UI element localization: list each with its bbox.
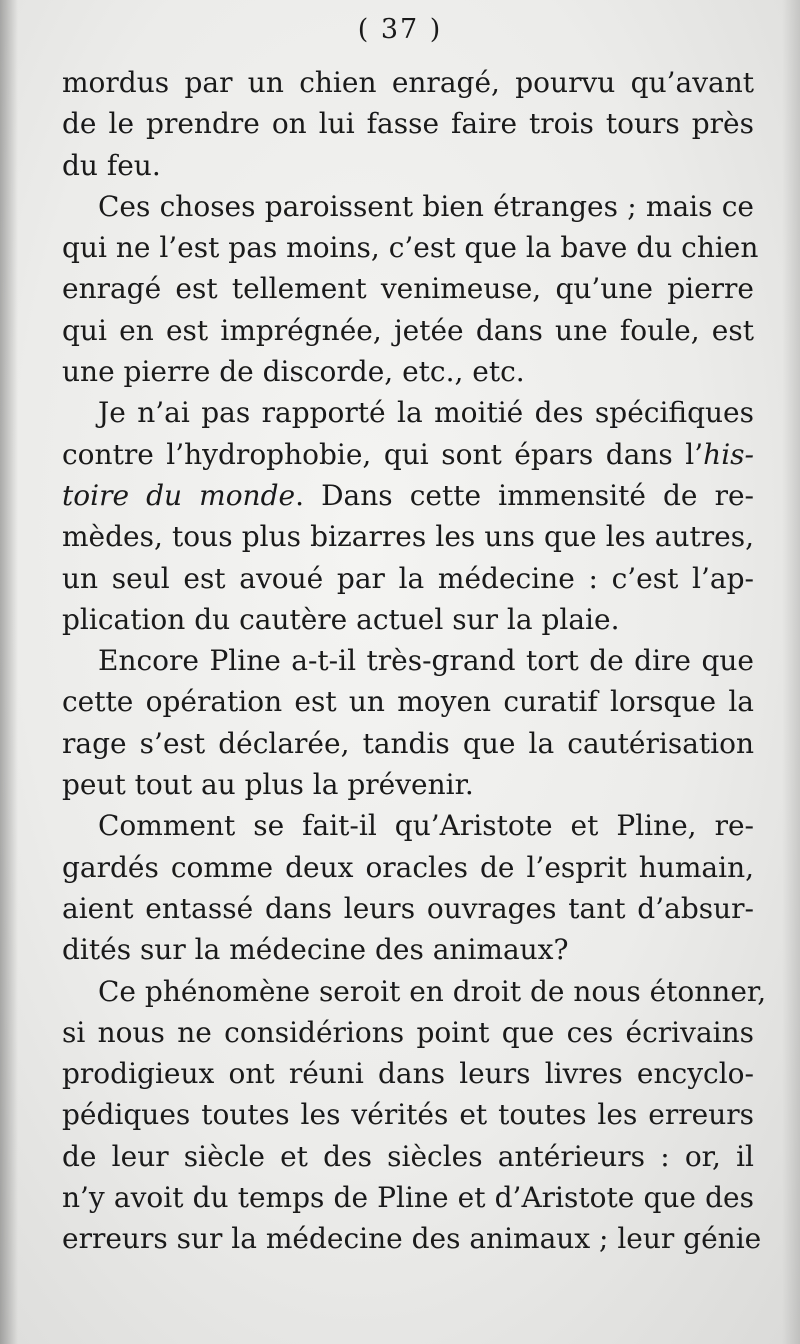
text-segment: contre l’hydrophobie, qui sont épars dans l’ [62,437,704,471]
text-segment: dités sur la médecine des animaux? [62,933,569,967]
text-line [62,599,754,640]
text-segment: de leur siècle et des siècles antérieurs : or, il [62,1139,754,1173]
text-line [62,516,754,557]
text-line [62,723,754,764]
text-line [62,1012,754,1053]
text-line [62,392,754,433]
text-segment: si nous ne considérions point que ces écrivains [62,1015,754,1049]
italic-text-segment: his- [703,437,754,471]
text-line [62,103,754,144]
text-line [62,847,754,888]
text-segment: pédiques toutes les vérités et toutes les erreurs [62,1098,754,1132]
text-segment: cette opération est un moyen curatif lorsque la [62,685,754,719]
text-segment: gardés comme deux oracles de l’esprit humain, [62,850,754,884]
text-line [62,310,754,351]
binding-shadow [0,0,18,1344]
text-line [62,227,759,268]
text-line [62,475,754,516]
text-segment: aient entassé dans leurs ouvrages tant d’absur- [62,891,754,925]
page-number: ( 37 ) [357,14,443,45]
text-segment: prodigieux ont réuni dans leurs livres encyclo- [62,1057,754,1091]
text-line [62,351,754,392]
text-segment: du feu. [62,148,161,182]
text-segment: qui ne l’est pas moins, c’est que la bave du chien [62,231,759,265]
text-line [62,640,754,681]
text-line [62,929,754,970]
text-segment: Ces choses paroissent bien étranges ; mais ce [98,189,754,223]
text-segment: un seul est avoué par la médecine : c’est l’ap- [62,561,754,595]
text-segment: Ce phénomène seroit en droit de nous étonner, [98,974,767,1008]
text-line [62,145,754,186]
italic-text-segment: toire du monde [62,478,296,512]
text-segment: n’y avoit du temps de Pline et d’Aristote que des [62,1181,754,1215]
text-line [62,805,754,846]
text-segment: plication du cautère actuel sur la plaie. [62,602,620,636]
text-segment: qui en est imprégnée, jetée dans une foule, est [62,313,754,347]
text-line [62,434,754,475]
text-line [62,1094,754,1135]
text-line [62,681,754,722]
text-segment: mèdes, tous plus bizarres les uns que les autres, [62,520,754,554]
text-line [62,764,754,805]
text-segment: erreurs sur la médecine des animaux ; leur génie [62,1222,762,1256]
text-line [62,62,754,103]
page-edge-shadow [782,0,800,1344]
text-segment: Encore Pline a-t-il très-grand tort de dire que [98,644,754,678]
text-line [62,1218,762,1259]
text-line [62,558,754,599]
text-line [62,1177,754,1218]
text-segment: une pierre de discorde, etc., etc. [62,355,525,389]
text-line [62,186,754,227]
text-segment: . Dans cette immensité de re- [295,478,754,512]
text-line [62,971,767,1012]
text-segment: enragé est tellement venimeuse, qu’une pierre [62,272,754,306]
text-line [62,268,754,309]
text-segment: Je n’ai pas rapporté la moitié des spécifiques [98,396,754,430]
text-line [62,888,754,929]
text-segment: de le prendre on lui fasse faire trois tours près [62,107,754,141]
text-line [62,1136,754,1177]
text-line [62,1053,754,1094]
text-segment: peut tout au plus la prévenir. [62,768,474,802]
text-segment: mordus par un chien enragé, pourvu qu’avant [62,66,754,99]
text-segment: rage s’est déclarée, tandis que la cautérisation [62,726,754,760]
body-text [62,62,767,1260]
text-segment: Comment se fait-il qu’Aristote et Pline, re- [98,809,754,843]
